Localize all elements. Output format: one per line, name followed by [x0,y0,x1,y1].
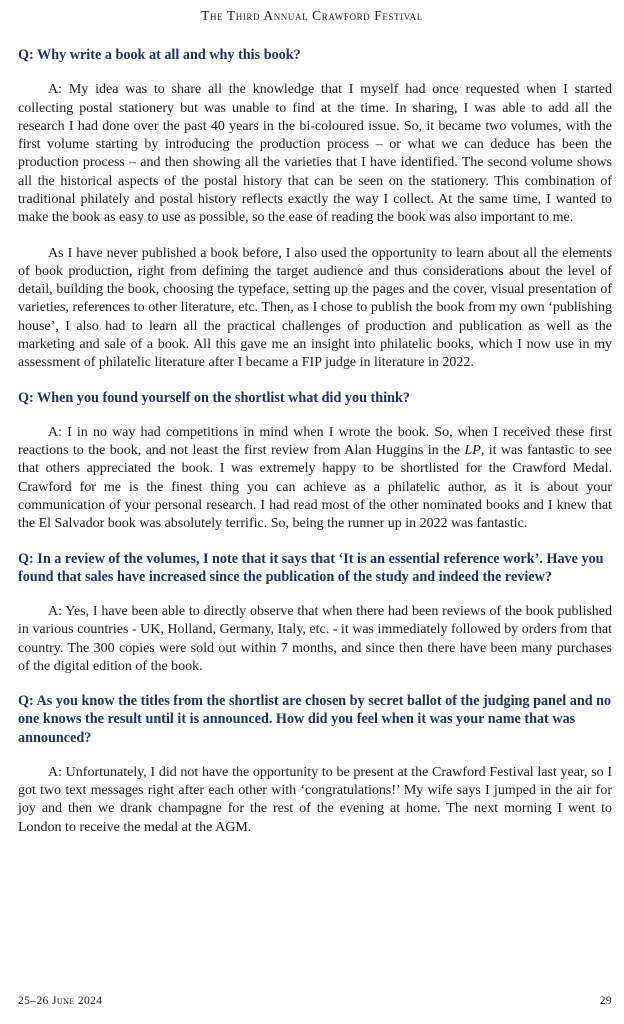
question-1: Q: Why write a book at all and why this book? [18,47,301,63]
answer-4: A: Unfortunately, I did not have the opportunity to be present at the Crawford Festival last year, so I got two text messages right after each other with ‘congratulations!’ My wife says I jumped in the air for joy and then we drank champagne for the rest of the evening at home. The next morning I went to London to receive the medal at the AGM. [18,764,612,835]
answer-1-paragraph-2: As I have never published a book before, I also used the opportunity to learn about all the elements of book production, right from defining the target audience and thus considerations about the level of detail, building the book, choosing the typeface, setting up the pages and the cover, visual presentation of varieties, references to other literature, etc. Then, as I chose to publish the book from my own ‘publishing house’, I also had to learn all the practical challenges of production and publication as well as the marketing and sale of a book. All this gave me an insight into philatelic books, which I now use in my assessment of philatelic literature after I became a FIP judge in literature in 2022. [18,245,612,371]
question-4: Q: As you know the titles from the shortlist are chosen by secret ballot of the judging panel and no one knows the result until it is announced. How did you feel when it was your name that was announced? [18,693,612,746]
journal-title-lp: LP [464,443,481,459]
answer-1-paragraph-1: A: My idea was to share all the knowledge that I myself had once requested when I started collecting postal stationery but was unable to find at the time. In sharing, I was able to add all the research I had done over the past 40 years in the bi-coloured issue. So, it became two volumes, with the first volume starting by introducing the production process – or what we can deduce has been the production process – and then showing all the varieties that I have identified. The second volume shows all the historical aspects of the postal history that can be seen on the stationery. This combination of traditional philately and postal history reflects exactly the way I collect. At the same time, I wanted to make the book as easy to use as possible, so the ease of reading the book was also important to me. [18,82,612,226]
answer-2-text-after-title: , it was fantastic to see that others appreciated the book. I was extremely happy to be shortlisted for the Crawford Medal. Crawford for me is the finest thing you can achieve as a philatelic author, as it is about your communication of your personal research. I had read most of the other nominated books and I knew that the El Salvador book was absolutely terrific. So, being the runner up in 2022 was fantastic. [18,443,612,532]
answer-3: A: Yes, I have been able to directly observe that when there had been reviews of the book published in various countries - UK, Holland, Germany, Italy, etc. - it was immediately followed by orders from that country. The 300 copies were sold out within 7 months, and since then there have been many purchases of the digital edition of the book. [18,604,612,674]
answer-2-text-before-title: A: I in no way had competitions in mind when I wrote the book. So, when I received these first reactions to the book, and not least the first review from Alan Huggins in the [18,424,612,459]
question-2: Q: When you found yourself on the shortlist what did you think? [18,389,410,406]
question-3: Q: In a review of the volumes, I note that it says that ‘It is an essential reference work’. Have you found that sales have increased since the publication of the study and indeed the review? [18,550,604,585]
footer-date: 25–26 June 2024 [18,995,103,1007]
page-footer [18,995,612,1007]
running-header: The Third Annual Crawford Festival [201,8,423,23]
page-number: 29 [599,995,612,1007]
article-body [18,46,612,837]
answer-2 [18,424,612,534]
